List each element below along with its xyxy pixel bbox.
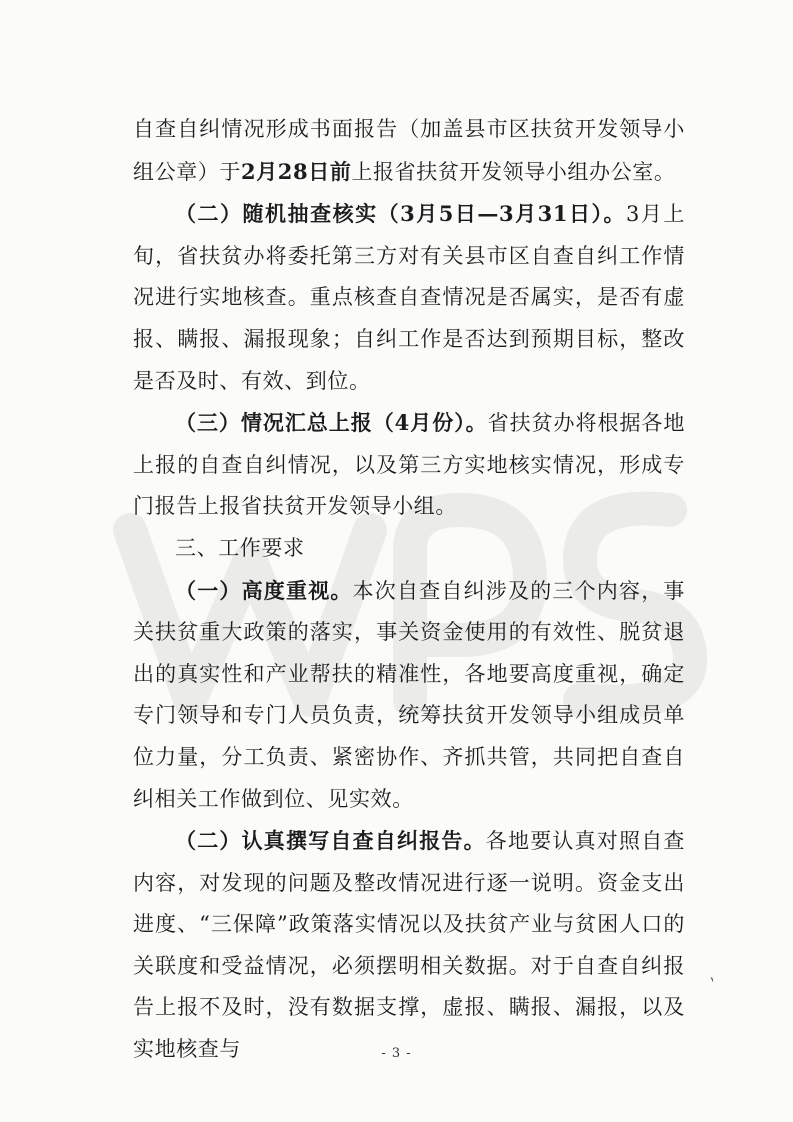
paragraph-2 xyxy=(133,193,685,402)
paragraph-4-heading: （一）高度重视。 xyxy=(175,577,353,603)
paragraph-3-text: 省扶贫办将根据各地上报的自查自纠情况，以及第三方实地核实情况，形成专门报告上报省扶贫开发领导小组。 xyxy=(133,411,685,519)
paragraph-3 xyxy=(133,402,685,528)
paragraph-1-text-a: 自查自纠情况形成书面报告（加盖县市区扶贫开发领导小组公章）于 xyxy=(133,117,685,184)
paragraph-2-text: 3月上旬，省扶贫办将委托第三方对有关县市区自查自纠工作情况进行实地核查。重点核查自查情况是否属实，是否有虚报、瞒报、漏报现象；自纠工作是否达到预期目标，整改是否及时、有效、到位。 xyxy=(133,202,685,393)
stray-mark: ˋ xyxy=(702,975,719,998)
page-number: - 3 - xyxy=(381,1046,412,1061)
paragraph-5 xyxy=(133,820,685,1071)
paragraph-5-text: 各地要认真对照自查内容，对发现的问题及整改情况进行逐一说明。资金支出进度、“三保障”政策落实情况以及扶贫产业与贫困人口的关联度和受益情况，必须摆明相关数据。对于自查自纠报告上报不及时，没有数据支撑，虚报、瞒报、漏报，以及实地核查与 xyxy=(133,829,685,1062)
paragraph-1-text-c: 上报省扶贫开发领导小组办公室。 xyxy=(351,159,676,184)
paragraph-1-deadline: 2月28日前 xyxy=(241,158,352,184)
document-body xyxy=(133,109,685,1071)
section-title: 三、工作要求 xyxy=(175,535,305,560)
paragraph-2-heading: （二）随机抽查核实（3月5日—3月31日）。 xyxy=(175,201,626,227)
paragraph-3-heading: （三）情况汇总上报（4月份）。 xyxy=(175,410,488,436)
paragraph-1 xyxy=(133,109,685,193)
paragraph-4-text: 本次自查自纠涉及的三个内容，事关扶贫重大政策的落实，事关资金使用的有效性、脱贫退出的真实性和产业帮扶的精准性，各地要高度重视，确定专门领导和专门人员负责，统筹扶贫开发领导小组成员单位力量，分工负责、紧密协作、齐抓共管，共同把自查自纠相关工作做到位、见实效。 xyxy=(133,578,685,811)
paragraph-5-heading: （二）认真撰写自查自纠报告。 xyxy=(175,828,486,854)
paragraph-4 xyxy=(133,570,685,821)
